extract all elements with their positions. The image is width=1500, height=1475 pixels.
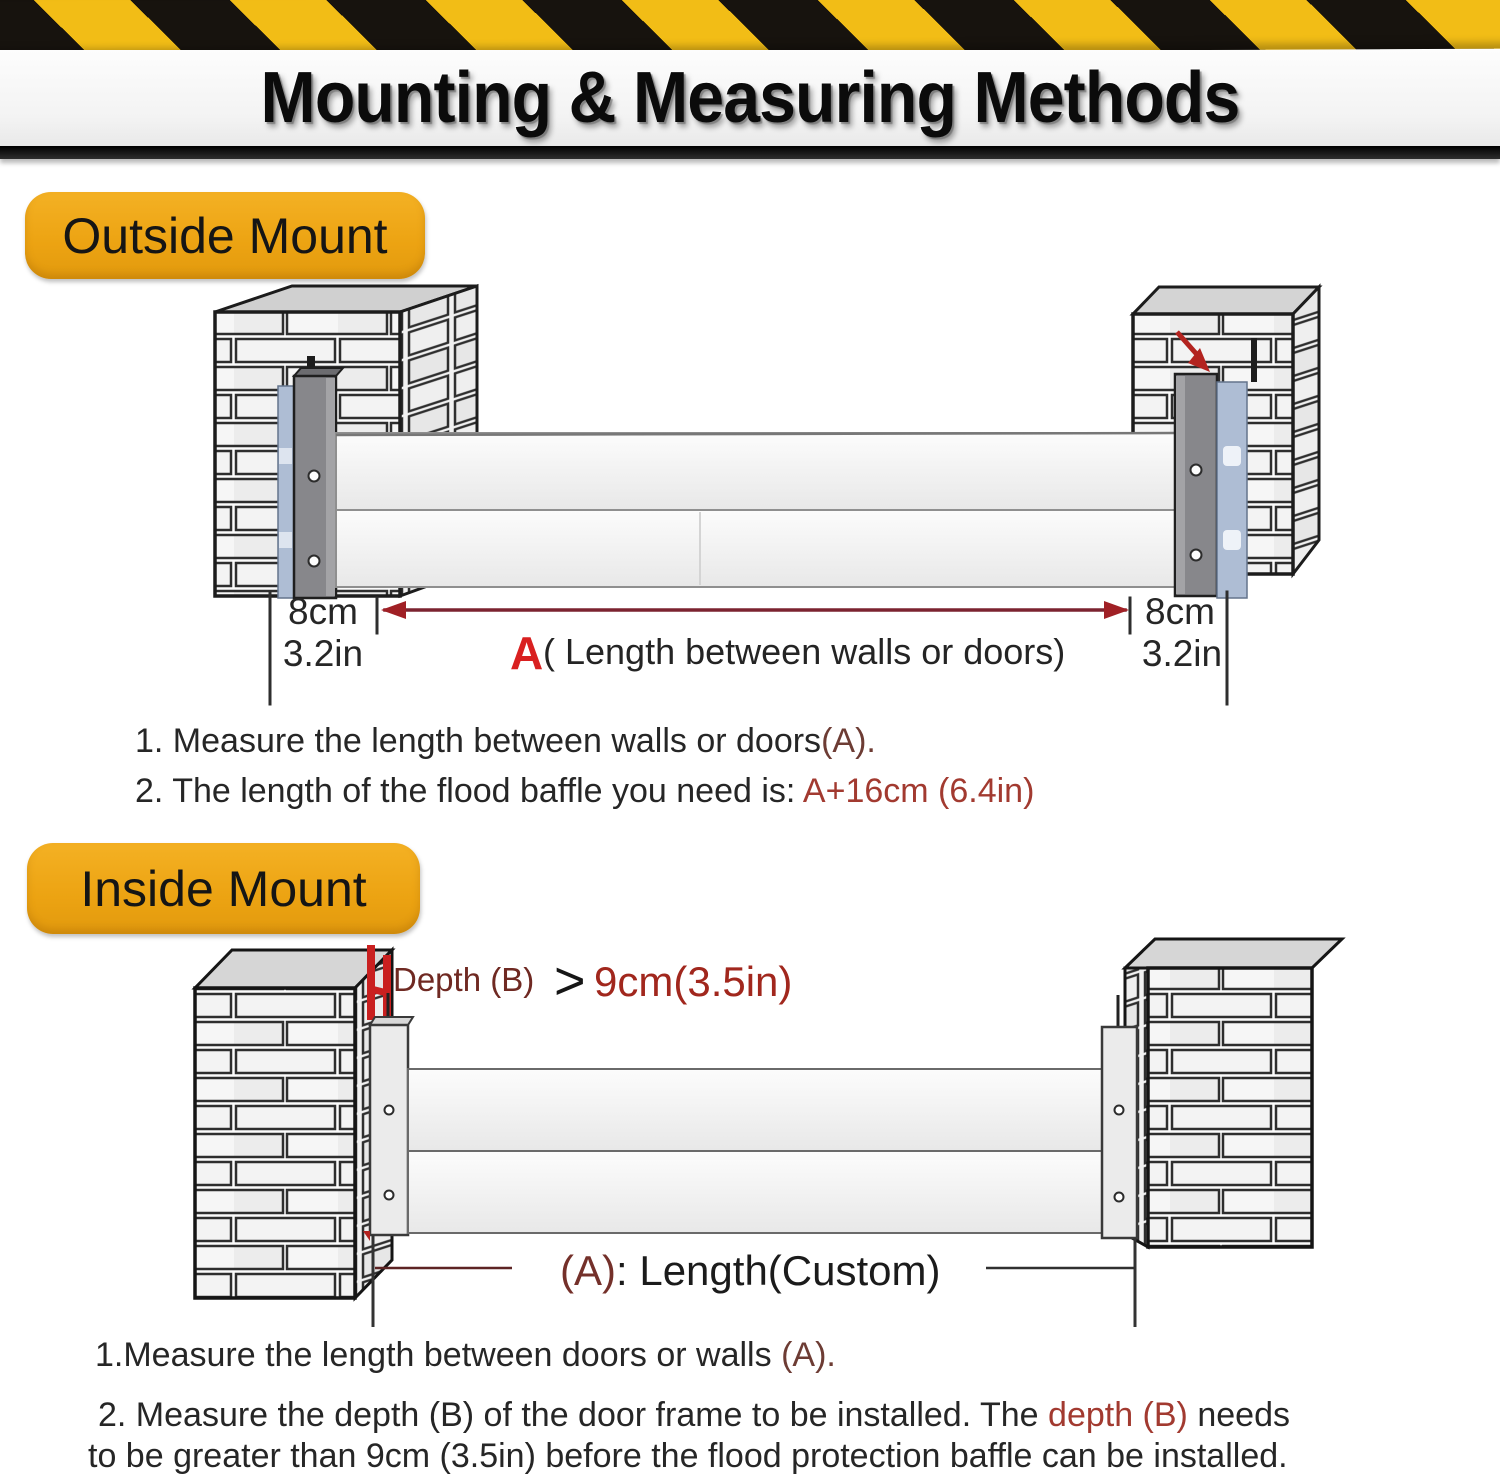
- barrier-panel-bottom: [336, 510, 1175, 587]
- inside-mount-badge-label: Inside Mount: [80, 860, 367, 917]
- flood-barrier: [336, 433, 1175, 587]
- outside-step-2: 2. The length of the flood baffle you need is: A+16cm (6.4in): [135, 772, 1035, 810]
- screw-hole: [385, 1106, 394, 1115]
- right-gap-in: 3.2in: [1141, 633, 1223, 674]
- barrier-panel-bottom: [408, 1151, 1102, 1233]
- screw-hole: [309, 556, 320, 567]
- outside-left-bracket: [278, 356, 343, 598]
- step-highlight: depth (B): [1048, 1396, 1188, 1434]
- right-gap-cm: 8cm: [1145, 591, 1215, 632]
- title-band: [0, 50, 1500, 146]
- span-label-a: A: [510, 627, 544, 679]
- depth-value: 9cm(3.5in): [594, 958, 793, 1005]
- depth-operator: >: [554, 951, 586, 1011]
- right-pin: [1251, 338, 1257, 382]
- depth-label: Depth (B): [393, 961, 535, 998]
- barrier-panel-top: [408, 1069, 1102, 1151]
- screw-hole: [1115, 1193, 1124, 1202]
- outside-mount-diagram: [130, 280, 1370, 712]
- screw-hole: [1191, 550, 1202, 561]
- screw-hole: [1115, 1106, 1124, 1115]
- left-gap-cm: 8cm: [288, 591, 358, 632]
- span-label-rest: ( Length between walls or doors): [543, 631, 1066, 672]
- right-gasket-strip: [1217, 382, 1247, 598]
- barrier-panel-top: [336, 433, 1175, 510]
- outside-mount-badge: [25, 192, 425, 279]
- hazard-stripe-banner: [0, 0, 1500, 55]
- left-channel: [370, 1025, 408, 1235]
- inside-step-1: 1.Measure the length between doors or walls (A).: [95, 1336, 836, 1374]
- inside-step-2: 2. Measure the depth (B) of the door frame to be installed. The depth (B) needs: [98, 1396, 1290, 1434]
- step-highlight: A+16cm (6.4in): [802, 772, 1035, 810]
- step-highlight: (A).: [821, 722, 876, 760]
- outside-step-1: 1. Measure the length between walls or doors(A).: [135, 722, 876, 760]
- step-highlight: (A).: [781, 1336, 836, 1374]
- length-custom-label: (A): Length(Custom): [560, 1247, 941, 1294]
- inside-left-bracket: [363, 993, 413, 1241]
- inside-right-bracket: [1102, 995, 1137, 1238]
- left-gap-in: 3.2in: [282, 633, 364, 674]
- screw-hole: [1191, 465, 1202, 476]
- flood-barrier: [408, 1069, 1102, 1233]
- page-title: Mounting & Measuring Methods: [260, 58, 1240, 138]
- header-divider: [0, 146, 1500, 159]
- inside-mount-badge: [27, 843, 420, 934]
- inside-left-pillar: [195, 950, 392, 1298]
- right-channel: [1102, 1027, 1137, 1238]
- outside-mount-badge-label: Outside Mount: [62, 207, 388, 264]
- screw-hole: [385, 1191, 394, 1200]
- screw-hole: [309, 471, 320, 482]
- inside-mount-diagram: [130, 935, 1370, 1355]
- inside-step-2-line2: to be greater than 9cm (3.5in) before the flood protection baffle can be installed.: [88, 1437, 1288, 1475]
- inside-right-pillar: [1125, 939, 1342, 1247]
- left-gasket-strip: [278, 386, 294, 598]
